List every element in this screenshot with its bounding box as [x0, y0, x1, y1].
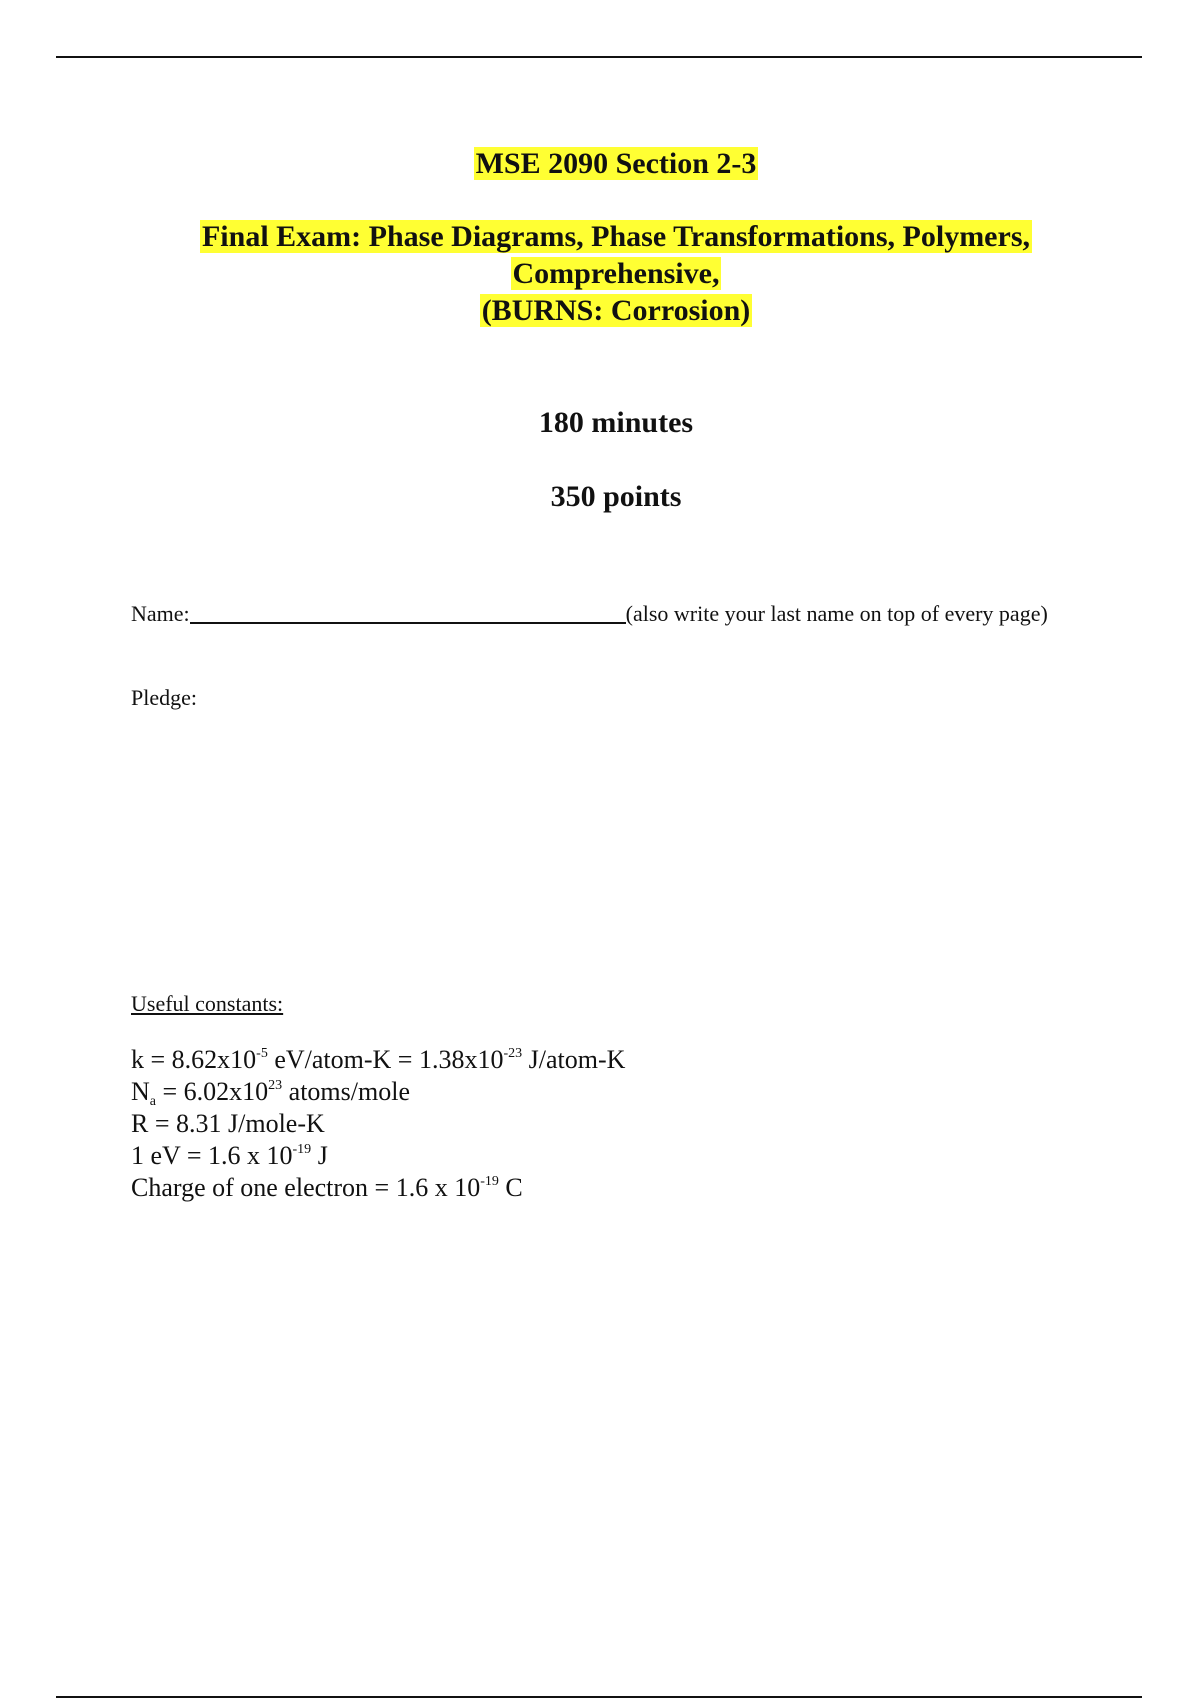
constants-list [131, 1044, 625, 1204]
boltzmann-part-c: J/atom-K [522, 1045, 626, 1074]
constant-electron-volt [131, 1140, 625, 1172]
avogadro-symbol: N [131, 1077, 150, 1106]
avogadro-exp: 23 [268, 1078, 283, 1093]
avogadro-subscript: a [149, 1094, 156, 1109]
exam-title-line-1 [0, 218, 1200, 255]
constant-avogadro [131, 1076, 625, 1108]
name-note: (also write your last name on top of every page) [625, 601, 1048, 626]
bottom-rule [56, 1696, 1142, 1698]
electron-charge-unit: C [498, 1173, 523, 1202]
electron-charge-value: Charge of one electron = 1.6 x 10 [131, 1173, 481, 1202]
name-field-row [131, 598, 1048, 628]
course-title [0, 145, 1200, 182]
course-title-text: MSE 2090 Section 2-3 [475, 147, 757, 180]
name-label: Name: [131, 601, 190, 626]
exam-duration: 180 minutes [538, 406, 694, 439]
exam-title-line-2-text: Comprehensive, [512, 257, 720, 290]
constant-boltzmann [131, 1044, 625, 1076]
boltzmann-part-a: k = 8.62x10 [131, 1045, 257, 1074]
ev-exp: -19 [292, 1142, 312, 1157]
top-rule [56, 56, 1142, 58]
ev-unit: J [311, 1141, 328, 1170]
boltzmann-exp-a: -5 [256, 1046, 268, 1061]
avogadro-value: = 6.02x10 [156, 1077, 269, 1106]
exam-title-line-3-text: (BURNS: Corrosion) [481, 294, 751, 327]
electron-charge-exp: -19 [480, 1174, 499, 1189]
constants-heading: Useful constants: [131, 991, 284, 1016]
exam-title-line-3 [0, 292, 1200, 329]
constant-electron-charge [131, 1172, 625, 1204]
exam-title [0, 218, 1200, 329]
exam-title-line-1-text: Final Exam: Phase Diagrams, Phase Transformations, Polymers, [201, 220, 1030, 253]
pledge-label: Pledge: [131, 685, 197, 710]
constant-gas: R = 8.31 J/mole-K [131, 1109, 325, 1138]
avogadro-unit: atoms/mole [282, 1077, 410, 1106]
name-blank-line[interactable] [190, 598, 626, 624]
exam-points: 350 points [550, 480, 682, 513]
boltzmann-part-b: eV/atom-K = 1.38x10 [267, 1045, 504, 1074]
boltzmann-exp-b: -23 [503, 1046, 523, 1061]
ev-value: 1 eV = 1.6 x 10 [131, 1141, 293, 1170]
exam-title-line-2 [0, 255, 1200, 292]
